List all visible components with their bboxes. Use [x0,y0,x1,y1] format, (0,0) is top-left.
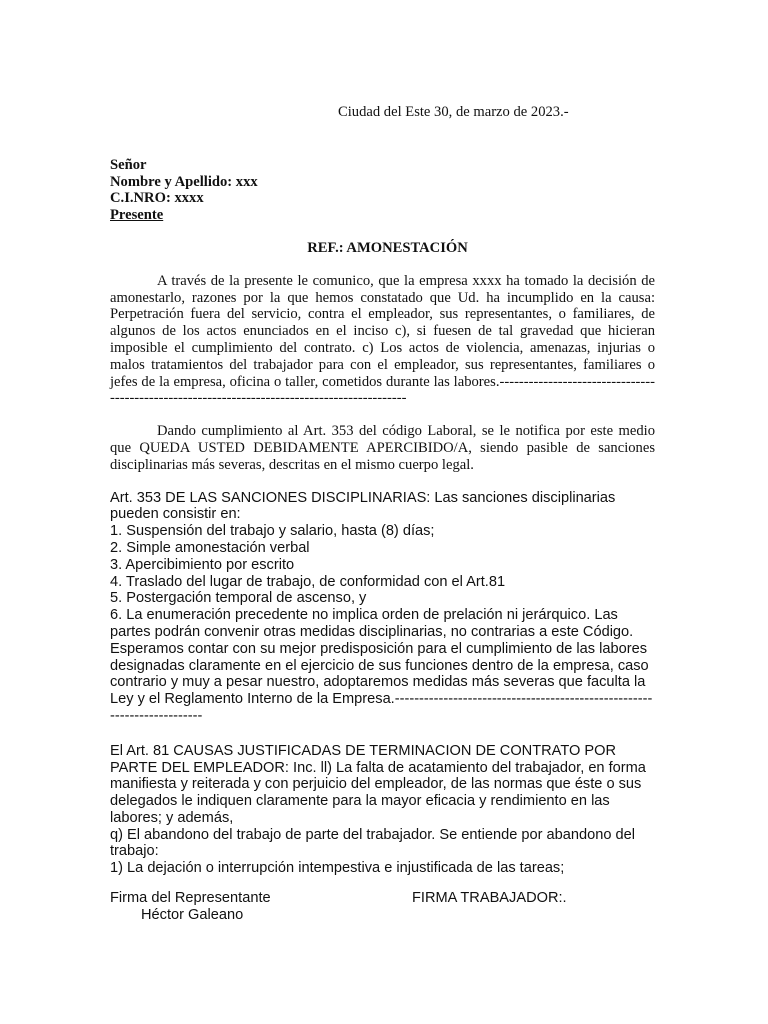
signature-block [110,890,655,930]
article-81-paragraph [110,743,655,827]
sanction-item: 4. Traslado del lugar de trabajo, de conformidad con el Art.81 [110,573,506,590]
article-353-block [110,490,655,725]
sanction-item: 6. La enumeración precedente no implica orden de prelación ni jerárquico. Las partes podrán convenir otras medidas disciplinarias, no contrarias a este Código. [110,607,634,640]
sanction-item: 1. Suspensión del trabajo y salario, hasta (8) días; [110,523,435,540]
representative-signature [110,890,271,924]
article-353-closing-text: Esperamos contar con su mejor predisposición para el cumplimiento de las labores designadas claramente en el ejercicio de sus funciones dentro de la empresa, caso contrario y muy a pesar nuestro, adoptaremos medidas más severas que faculta la Ley y el Reglamento Interno de la Empresa. [110,640,649,708]
document-page [110,100,655,877]
recipient-id: C.I.NRO: xxxx [110,190,204,207]
representative-label: Firma del Representante [110,890,271,906]
article-81-block [110,743,655,877]
sanction-item: 2. Simple amonestación verbal [110,539,310,556]
paragraph-notice [110,273,655,407]
article-81-text: Inc. ll) La falta de acatamiento del trabajador, en forma manifiesta y reiterada y con perjuicio del empleador, de las normas que éste o sus delegados le indiquen claramente para la mayor eficacia y rendimiento en las labores; y además, [110,759,646,826]
paragraph-notice-text: A través de la presente le comunico, que la empresa xxxx ha tomado la decisión de amonestarlo, razones por la que hemos constatado que Ud. ha incumplido en la causa: Perpetración fuera del servicio, contra el empleador, sus representantes, o familiares, de algunos de los actos enunciados en el inciso c), si fuesen de tal gravedad que hicieran imposible el cumplimiento del contrato. c) Los actos de violencia, amenazas, injurias o malos tratamientos del trabajador para con el empleador, sus representantes, familiares o jefes de la empresa, oficina o taller, cometidos durante las labores. [110,272,655,390]
paragraph-compliance: Dando cumplimiento al Art. 353 del código Laboral, se le notifica por este medio que QUEDA USTED DEBIDAMENTE APERCIBIDO/A, siendo pasible de sanciones disciplinarias más severas, descritas en el mismo cuerpo legal. [110,423,655,473]
article-81-item-q: q) El abandono del trabajo de parte del trabajador. Se entiende por abandono del trabajo: [110,826,635,860]
dash-fill: --------------------------------------------------------------------------------------------- [110,373,655,407]
sanction-item: 5. Postergación temporal de ascenso, y [110,590,367,607]
article-353-heading: Art. 353 DE LAS SANCIONES DISCIPLINARIAS: [110,489,431,506]
date-line: Ciudad del Este 30, de marzo de 2023.- [338,104,569,120]
article-353-closing [110,641,655,725]
presente-label: Presente [110,207,164,224]
salutation: Señor [110,156,147,173]
article-353-intro-text: Las sanciones disciplinarias pueden consistir en: [110,489,616,523]
article-353-intro [110,490,655,524]
recipient-name: Nombre y Apellido: xxx [110,173,258,190]
dash-fill: ------------------------------------------------------------------------ [110,691,653,724]
article-81-item-1: 1) La dejación o interrupción intempestiva e injustificada de las tareas; [110,860,565,877]
recipient-block [110,157,655,224]
sanction-item: 3. Apercibimiento por escrito [110,556,295,573]
reference-title: REF.: AMONESTACIÓN [307,239,468,256]
representative-name: Héctor Galeano [141,906,244,923]
worker-signature-label: FIRMA TRABAJADOR:. [412,890,567,906]
article-81-heading: El Art. 81 CAUSAS JUSTIFICADAS DE TERMINACION DE CONTRATO POR PARTE DEL EMPLEADOR: [110,742,616,776]
sanction-list [110,523,655,641]
